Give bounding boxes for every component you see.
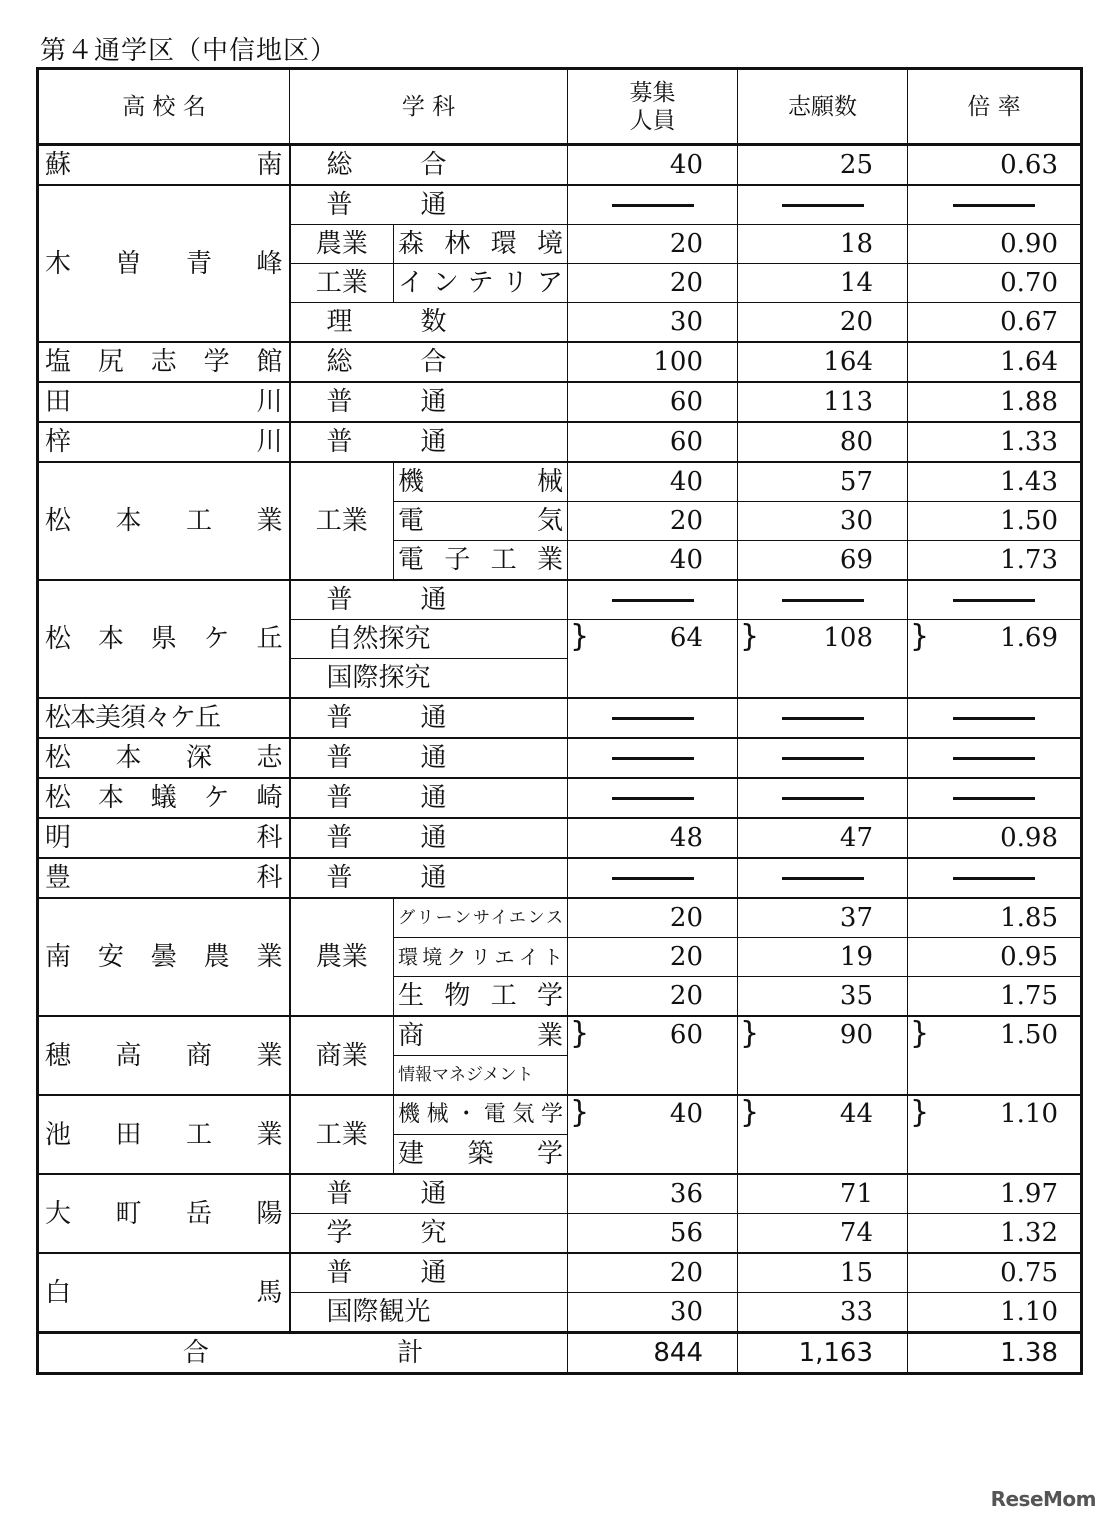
quota-cell: 30 [568,1293,738,1333]
school-name: 明科 [38,818,290,858]
header-dept: 学 科 [290,69,568,145]
dept-name: 自然探究 [290,620,568,659]
dept-name: 国際探究 [290,659,568,699]
applicants-cell-dash [738,580,908,620]
table-row [38,382,1082,422]
table-row [38,858,1082,898]
quota-cell-dash [568,858,738,898]
school-name: 穂高商業 [38,1016,290,1095]
applicants-cell: 18 [738,225,908,264]
table-row [38,1174,1082,1214]
dept-category: 商業 [290,1016,394,1095]
dept-subname: 電気 [394,502,568,541]
dept-subname: 機械・電気学 [394,1095,568,1135]
rate-cell: 1.10 [908,1293,1082,1333]
rate-cell: 1.73 [908,541,1082,581]
applicants-cell-dash [738,738,908,778]
applicants-cell: 35 [738,977,908,1017]
quota-cell-dash [568,698,738,738]
table-row [38,738,1082,778]
applicants-cell: 164 [738,342,908,382]
table-row [38,898,1082,938]
dept-name: 普通 [290,818,568,858]
brace-mark: } [740,619,760,654]
table-row [38,778,1082,818]
rate-cell: 1.43 [908,462,1082,502]
brace-mark: } [570,619,590,654]
school-name: 松本美須々ケ丘 [38,698,290,738]
rate-cell: 1.88 [908,382,1082,422]
applicants-cell: 19 [738,938,908,977]
quota-cell-dash [568,738,738,778]
applicants-cell: 37 [738,898,908,938]
admissions-table [36,67,1083,1375]
rate-cell: 0.90 [908,225,1082,264]
school-name: 池田工業 [38,1095,290,1174]
applicants-cell: } 90 [738,1016,908,1095]
school-name: 松本県ケ丘 [38,580,290,698]
rate-cell: 1.32 [908,1214,1082,1254]
table-row [38,462,1082,502]
dept-subname: 森林環境 [394,225,568,264]
applicants-cell: 80 [738,422,908,462]
brace-mark: } [740,1095,760,1130]
dept-name: 普通 [290,422,568,462]
quota-cell: 20 [568,1253,738,1293]
rate-cell: 1.85 [908,898,1082,938]
dept-category: 農業 [290,898,394,1016]
table-header [38,69,1082,145]
total-row [38,1333,1082,1374]
dept-name: 普通 [290,858,568,898]
dept-name: 理数 [290,303,568,343]
dept-name: 国際観光 [290,1293,568,1333]
page-title: 第４通学区（中信地区） [40,36,338,66]
applicants-cell: 74 [738,1214,908,1254]
dept-name: 普通 [290,738,568,778]
rate-cell-dash [908,580,1082,620]
quota-cell: } 64 [568,620,738,699]
applicants-cell-dash [738,698,908,738]
brace-mark: } [570,1095,590,1130]
school-name: 大町岳陽 [38,1174,290,1253]
rate-cell: 0.75 [908,1253,1082,1293]
dept-name: 普通 [290,185,568,225]
dept-subname: グリーンサイエンス [394,898,568,938]
applicants-cell: 25 [738,145,908,186]
resemom-logo: ReseMom [990,1487,1096,1511]
header-school: 高 校 名 [38,69,290,145]
school-name: 白馬 [38,1253,290,1333]
school-name: 梓川 [38,422,290,462]
dept-name: 普通 [290,1253,568,1293]
quota-cell: 40 [568,541,738,581]
table-row [38,580,1082,620]
school-name: 松本蟻ケ崎 [38,778,290,818]
quota-cell: 40 [568,145,738,186]
table-row [38,145,1082,186]
header-applicants: 志願数 [738,69,908,145]
table-row [38,1016,1082,1056]
applicants-cell: 15 [738,1253,908,1293]
quota-cell: 48 [568,818,738,858]
school-name: 塩尻志学館 [38,342,290,382]
school-name: 南安曇農業 [38,898,290,1016]
total-applicants: 1,163 [738,1333,908,1374]
applicants-cell: 57 [738,462,908,502]
rate-cell: 1.50 [908,502,1082,541]
dept-subname: 生物工学 [394,977,568,1017]
dept-category: 工業 [290,1095,394,1174]
brace-mark: } [910,1095,930,1130]
quota-cell: 60 [568,382,738,422]
dept-subname: 電子工業 [394,541,568,581]
header-quota [568,69,738,145]
table-row [38,1253,1082,1293]
quota-cell: 20 [568,938,738,977]
total-rate: 1.38 [908,1333,1082,1374]
rate-cell: 0.63 [908,145,1082,186]
quota-cell: 20 [568,898,738,938]
dept-name: 普通 [290,382,568,422]
dept-category: 工業 [290,462,394,580]
quota-cell: 20 [568,977,738,1017]
applicants-cell: 47 [738,818,908,858]
dept-category: 工業 [290,264,394,303]
rate-cell-dash [908,185,1082,225]
table-row [38,698,1082,738]
rate-cell: 0.67 [908,303,1082,343]
total-label: 合 計 [38,1333,568,1374]
rate-cell: 1.33 [908,422,1082,462]
applicants-cell-dash [738,778,908,818]
applicants-cell: 33 [738,1293,908,1333]
dept-subname: インテリア [394,264,568,303]
applicants-cell: } 44 [738,1095,908,1174]
rate-cell-dash [908,738,1082,778]
quota-cell: 20 [568,264,738,303]
dept-name: 普通 [290,778,568,818]
header-rate: 倍 率 [908,69,1082,145]
table-row [38,422,1082,462]
dept-name: 学究 [290,1214,568,1254]
dept-name: 普通 [290,698,568,738]
rate-cell: 0.98 [908,818,1082,858]
rate-cell: 1.75 [908,977,1082,1017]
quota-cell: 40 [568,462,738,502]
rate-cell: } 1.50 [908,1016,1082,1095]
dept-subname: 環境クリエイト [394,938,568,977]
quota-cell: 36 [568,1174,738,1214]
applicants-cell: 20 [738,303,908,343]
applicants-cell: 30 [738,502,908,541]
dept-subname: 情報マネジメント [394,1056,568,1096]
quota-cell: } 40 [568,1095,738,1174]
rate-cell: 0.95 [908,938,1082,977]
school-name: 松本深志 [38,738,290,778]
quota-cell: 20 [568,225,738,264]
dept-name: 総合 [290,342,568,382]
applicants-cell: } 108 [738,620,908,699]
school-name: 蘇南 [38,145,290,186]
dept-subname: 機械 [394,462,568,502]
quota-cell: 30 [568,303,738,343]
applicants-cell: 113 [738,382,908,422]
brace-mark: } [910,1016,930,1051]
quota-cell: 20 [568,502,738,541]
quota-cell-dash [568,580,738,620]
dept-subname: 商業 [394,1016,568,1056]
dept-name: 普通 [290,1174,568,1214]
rate-cell: 0.70 [908,264,1082,303]
dept-name: 総合 [290,145,568,186]
dept-category: 農業 [290,225,394,264]
rate-cell-dash [908,778,1082,818]
rate-cell-dash [908,858,1082,898]
header-quota-line1: 募集 [629,79,676,106]
applicants-cell-dash [738,185,908,225]
rate-cell: } 1.69 [908,620,1082,699]
table-row [38,342,1082,382]
quota-cell-dash [568,185,738,225]
brace-mark: } [570,1016,590,1051]
total-quota: 844 [568,1333,738,1374]
school-name: 松本工業 [38,462,290,580]
table-row [38,185,1082,225]
quota-cell: 56 [568,1214,738,1254]
brace-mark: } [740,1016,760,1051]
applicants-cell-dash [738,858,908,898]
quota-cell: } 60 [568,1016,738,1095]
applicants-cell: 14 [738,264,908,303]
rate-cell-dash [908,698,1082,738]
brace-mark: } [910,619,930,654]
rate-cell: } 1.10 [908,1095,1082,1174]
table-row [38,818,1082,858]
applicants-cell: 71 [738,1174,908,1214]
quota-cell: 60 [568,422,738,462]
rate-cell: 1.64 [908,342,1082,382]
school-name: 木曽青峰 [38,185,290,342]
dept-subname: 建築学 [394,1135,568,1175]
dept-name: 普通 [290,580,568,620]
applicants-cell: 69 [738,541,908,581]
quota-cell-dash [568,778,738,818]
school-name: 豊科 [38,858,290,898]
table-row [38,1095,1082,1135]
header-quota-line2: 人員 [629,107,676,134]
quota-cell: 100 [568,342,738,382]
school-name: 田川 [38,382,290,422]
rate-cell: 1.97 [908,1174,1082,1214]
